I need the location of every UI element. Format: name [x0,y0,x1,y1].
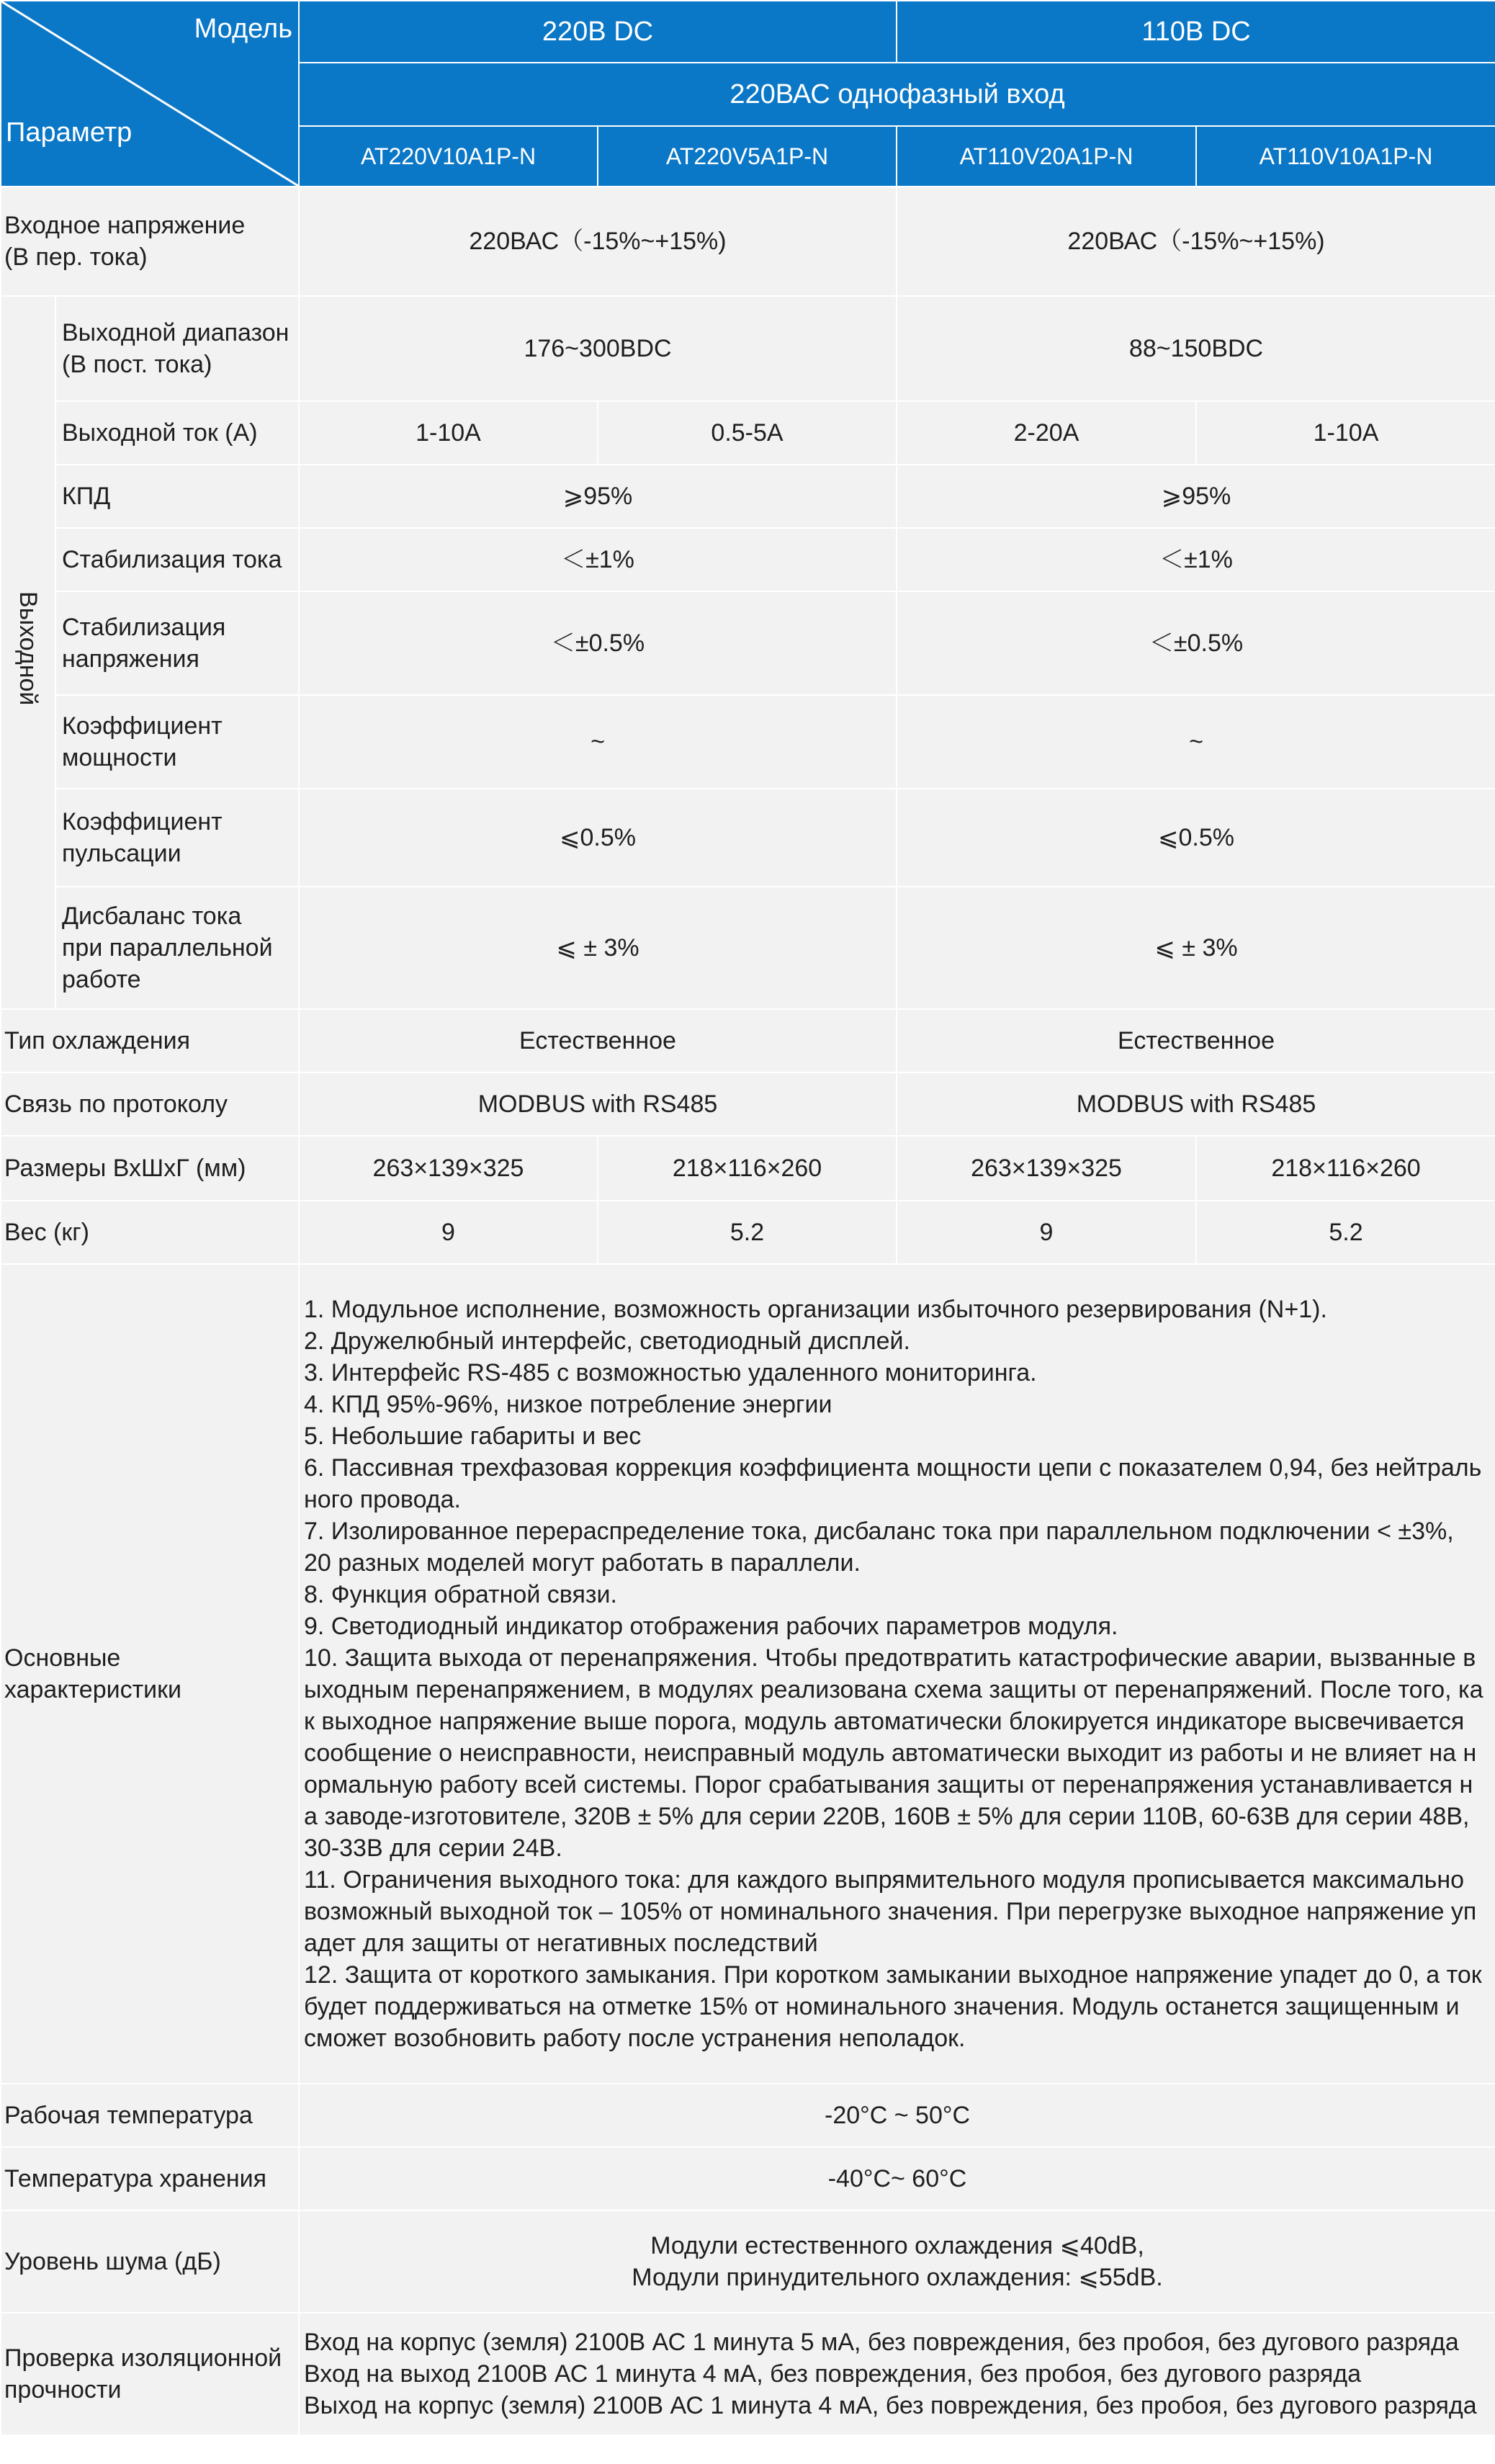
row-label-output-current: Выходной ток (А) [55,401,299,465]
model-name: AT220V5A1P-N [598,126,897,187]
cell-operating-temp: -20°C ~ 50°C [299,2084,1495,2147]
row-label-efficiency: КПД [55,465,299,528]
cell-weight: 5.2 [1196,1201,1495,1264]
cell-output-current: 1-10A [299,401,598,465]
row-label-insulation: Проверка изоляционной прочности [1,2313,299,2435]
row-label-operating-temp: Рабочая температура [1,2084,299,2147]
cell-input-voltage-110: 220ВАС（-15%~+15%) [897,187,1495,296]
row-label-dimensions: Размеры ВхШхГ (мм) [1,1136,299,1201]
cell-cooling-110: Естественное [897,1009,1495,1072]
cell-storage-temp: -40°C~ 60°C [299,2147,1495,2210]
cell-efficiency-220: ⩾95% [299,465,897,528]
cell-weight: 5.2 [598,1201,897,1264]
row-label-output-range: Выходной диапазон (В пост. тока) [55,296,299,401]
cell-imbalance-110: ⩽ ± 3% [897,887,1495,1009]
model-name: AT220V10A1P-N [299,126,598,187]
group-220v: 220В DC [299,1,897,63]
cell-protocol-220: MODBUS with RS485 [299,1072,897,1136]
row-label-protocol: Связь по протоколу [1,1072,299,1136]
cell-output-current: 0.5-5A [598,401,897,465]
cell-voltage-stab-220: ＜±0.5% [299,591,897,695]
group-110v: 110В DC [897,1,1495,63]
row-label-storage-temp: Температура хранения [1,2147,299,2210]
cell-output-current: 1-10A [1196,401,1495,465]
cell-ripple-220: ⩽0.5% [299,789,897,887]
param-label: Параметр [6,117,133,148]
row-label-current-stab: Стабилизация тока [55,528,299,591]
model-name: AT110V20A1P-N [897,126,1196,187]
features-text: 1. Модульное исполнение, возможность организации избыточного резервирования (N+1). 2. Дружелюбный интерфейс, светодиодный дисплей. 3. Интерфейс RS-485 с возможностью удаленного мониторинга. 4. КПД 95%-96%, низкое потребление энергии 5. Небольшие габариты и вес 6. Пассивная трехфазовая коррекция коэффициента мощности цепи с показателем 0,94, без нейтраль ного провода. 7. Изолированное перераспределение тока, дисбаланс тока при параллельном подключении < ±3%, 20 разных моделей могут работать в параллели. 8. Функция обратной связи. 9. Светодиодный индикатор отображения рабочих параметров модуля. 10. Защита выхода от перенапряжения. Чтобы предотвратить катастрофические аварии, вызванные в ыходным перенапряжением, в модулях реализована схема защиты от перенапряжений. После того, ка к выходное напряжение выше порога, модуль автоматически блокируется индикаторе высвечивается сообщение о неисправности, неисправный модуль автоматически выходит из работы и не влияет на н ормальную работу всей системы. Порог срабатывания защиты от перенапряжения устанавливается н а заводе-изготовителе, 320В ± 5% для серии 220В, 160В ± 5% для серии 110В, 60-63В для серии 48В, 30-33В для серии 24В. 11. Ограничения выходного тока: для каждого выпрямительного модуля прописывается максимально возможный выходной ток – 105% от номинального значения. При перегрузке выходное напряжение уп адет для защиты от негативных последствий 12. Защита от короткого замыкания. При коротком замыкании выходное напряжение упадет до 0, а ток будет поддерживаться на отметке 15% от номинального значения. Модуль останется защищенным и сможет возобновить работу после устранения неполадок. [299,1264,1495,2084]
insulation-text: Вход на корпус (земля) 2100В АС 1 минута 5 мА, без повреждения, без пробоя, без дугового разряда Вход на выход 2100В АС 1 минута 4 мА, без повреждения, без пробоя, без дугового разряда Выход на корпус (земля) 2100В АС 1 минута 4 мА, без повреждения, без пробоя, без дугового разряда [299,2313,1495,2435]
row-label-voltage-stab: Стабилизация напряжения [55,591,299,695]
cell-cooling-220: Естественное [299,1009,897,1072]
cell-weight: 9 [897,1201,1196,1264]
cell-imbalance-220: ⩽ ± 3% [299,887,897,1009]
input-type: 220ВАС однофазный вход [299,63,1495,126]
row-label-noise: Уровень шума (дБ) [1,2210,299,2313]
model-name: AT110V10A1P-N [1196,126,1495,187]
cell-dimensions: 218×116×260 [598,1136,897,1201]
cell-ripple-110: ⩽0.5% [897,789,1495,887]
cell-dimensions: 263×139×325 [299,1136,598,1201]
cell-dimensions: 263×139×325 [897,1136,1196,1201]
cell-input-voltage-220: 220ВАС（-15%~+15%) [299,187,897,296]
row-label-imbalance: Дисбаланс тока при параллельной работе [55,887,299,1009]
cell-weight: 9 [299,1201,598,1264]
row-label-weight: Вес (кг) [1,1201,299,1264]
cell-current-stab-110: ＜±1% [897,528,1495,591]
cell-voltage-stab-110: ＜±0.5% [897,591,1495,695]
cell-current-stab-220: ＜±1% [299,528,897,591]
cell-output-range-220: 176~300BDC [299,296,897,401]
cell-power-factor-110: ~ [897,695,1495,789]
header-corner-cell [1,1,299,187]
cell-noise: Модули естественного охлаждения ⩽40dB, Модули принудительного охлаждения: ⩽55dB. [299,2210,1495,2313]
model-label: Модель [194,14,292,44]
cell-output-current: 2-20A [897,401,1196,465]
row-label-power-factor: Коэффициент мощности [55,695,299,789]
row-label-ripple: Коэффициент пульсации [55,789,299,887]
output-section-label: Выходной [1,296,55,1009]
row-label-input-voltage: Входное напряжение (В пер. тока) [1,187,299,296]
cell-output-range-110: 88~150BDC [897,296,1495,401]
cell-power-factor-220: ~ [299,695,897,789]
row-label-features: Основные характеристики [1,1264,299,2084]
cell-dimensions: 218×116×260 [1196,1136,1495,1201]
row-label-cooling: Тип охлаждения [1,1009,299,1072]
cell-protocol-110: MODBUS with RS485 [897,1072,1495,1136]
cell-efficiency-110: ⩾95% [897,465,1495,528]
